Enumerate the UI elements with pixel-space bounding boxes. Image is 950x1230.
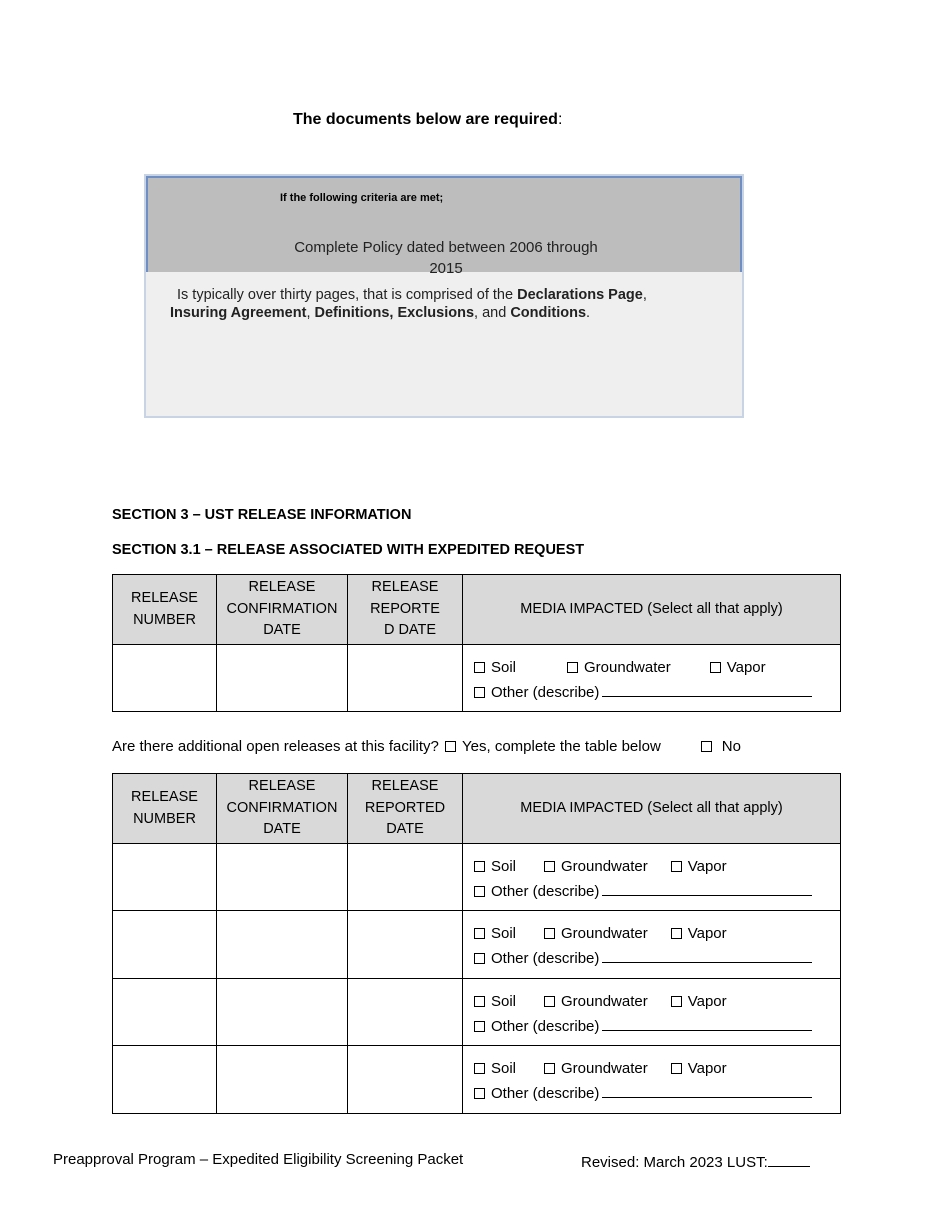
footer-revision: Revised: March 2023 LUST: xyxy=(581,1151,810,1171)
other-describe-line[interactable] xyxy=(602,881,812,896)
footer-program-title: Preapproval Program – Expedited Eligibility Screening Packet xyxy=(53,1151,464,1168)
confirmation-date-cell[interactable] xyxy=(217,1046,348,1114)
soil-checkbox[interactable] xyxy=(474,928,485,939)
table-row xyxy=(113,979,841,1046)
other-checkbox[interactable] xyxy=(474,687,485,698)
media-impacted-cell: Soil Groundwater Vapor Other (describe) xyxy=(463,645,841,712)
header-confirmation-date: RELEASE CONFIRMATION DATE xyxy=(217,575,348,645)
media-impacted-cell: Soil Groundwater Vapor Other (describe) xyxy=(463,1046,841,1114)
release-number-cell[interactable] xyxy=(113,979,217,1046)
other-describe-line[interactable] xyxy=(602,682,812,697)
required-documents-heading: The documents below are required: xyxy=(293,111,563,128)
table-row xyxy=(113,844,841,911)
lust-number-line[interactable] xyxy=(768,1151,810,1167)
media-impacted-cell: Soil Groundwater Vapor Other (describe) xyxy=(463,844,841,911)
header-release-number: RELEASE NUMBER xyxy=(113,774,217,844)
header-reported-date: RELEASE REPORTED DATE xyxy=(348,774,463,844)
groundwater-checkbox[interactable] xyxy=(567,662,578,673)
vapor-checkbox[interactable] xyxy=(710,662,721,673)
reported-date-cell[interactable] xyxy=(348,911,463,979)
yes-checkbox[interactable] xyxy=(445,741,456,752)
groundwater-checkbox[interactable] xyxy=(544,996,555,1007)
soil-checkbox[interactable] xyxy=(474,662,485,673)
vapor-checkbox[interactable] xyxy=(671,996,682,1007)
other-describe-line[interactable] xyxy=(602,1083,812,1098)
reported-date-cell[interactable] xyxy=(348,645,463,712)
release-number-cell[interactable] xyxy=(113,911,217,979)
soil-checkbox[interactable] xyxy=(474,861,485,872)
groundwater-checkbox[interactable] xyxy=(544,928,555,939)
table-row xyxy=(113,645,841,712)
table-row xyxy=(113,911,841,979)
additional-releases-question: Are there additional open releases at this facility? Yes, complete the table below No xyxy=(112,738,741,755)
other-checkbox[interactable] xyxy=(474,953,485,964)
policy-description: Is typically over thirty pages, that is comprised of the Declarations Page, Insuring Agreement, Definitions, Exclusions, and Conditions. xyxy=(170,287,647,321)
vapor-checkbox[interactable] xyxy=(671,1063,682,1074)
other-describe-line[interactable] xyxy=(602,948,812,963)
other-checkbox[interactable] xyxy=(474,1021,485,1032)
release-table-additional xyxy=(112,773,841,1114)
release-table-primary xyxy=(112,574,841,712)
header-confirmation-date: RELEASE CONFIRMATION DATE xyxy=(217,774,348,844)
vapor-checkbox[interactable] xyxy=(671,928,682,939)
policy-title: Complete Policy dated between 2006 through 2015 xyxy=(294,239,598,277)
no-checkbox[interactable] xyxy=(701,741,712,752)
header-media-impacted: MEDIA IMPACTED (Select all that apply) xyxy=(463,774,841,844)
section-3-1-heading: SECTION 3.1 – RELEASE ASSOCIATED WITH EXPEDITED REQUEST xyxy=(112,542,585,558)
confirmation-date-cell[interactable] xyxy=(217,979,348,1046)
confirmation-date-cell[interactable] xyxy=(217,911,348,979)
release-number-cell[interactable] xyxy=(113,844,217,911)
confirmation-date-cell[interactable] xyxy=(217,645,348,712)
media-impacted-cell: Soil Groundwater Vapor Other (describe) xyxy=(463,979,841,1046)
reported-date-cell[interactable] xyxy=(348,979,463,1046)
header-release-number: RELEASE NUMBER xyxy=(113,575,217,645)
release-number-cell[interactable] xyxy=(113,645,217,712)
reported-date-cell[interactable] xyxy=(348,844,463,911)
criteria-box xyxy=(144,174,744,418)
header-reported-date: RELEASE REPORTE D DATE xyxy=(348,575,463,645)
other-checkbox[interactable] xyxy=(474,1088,485,1099)
soil-checkbox[interactable] xyxy=(474,996,485,1007)
release-number-cell[interactable] xyxy=(113,1046,217,1114)
other-checkbox[interactable] xyxy=(474,886,485,897)
header-media-impacted: MEDIA IMPACTED (Select all that apply) xyxy=(463,575,841,645)
other-describe-line[interactable] xyxy=(602,1016,812,1031)
section-3-heading: SECTION 3 – UST RELEASE INFORMATION xyxy=(112,507,412,523)
groundwater-checkbox[interactable] xyxy=(544,861,555,872)
criteria-label: If the following criteria are met; xyxy=(280,192,444,204)
confirmation-date-cell[interactable] xyxy=(217,844,348,911)
soil-checkbox[interactable] xyxy=(474,1063,485,1074)
reported-date-cell[interactable] xyxy=(348,1046,463,1114)
table-row xyxy=(113,1046,841,1114)
vapor-checkbox[interactable] xyxy=(671,861,682,872)
media-impacted-cell: Soil Groundwater Vapor Other (describe) xyxy=(463,911,841,979)
groundwater-checkbox[interactable] xyxy=(544,1063,555,1074)
